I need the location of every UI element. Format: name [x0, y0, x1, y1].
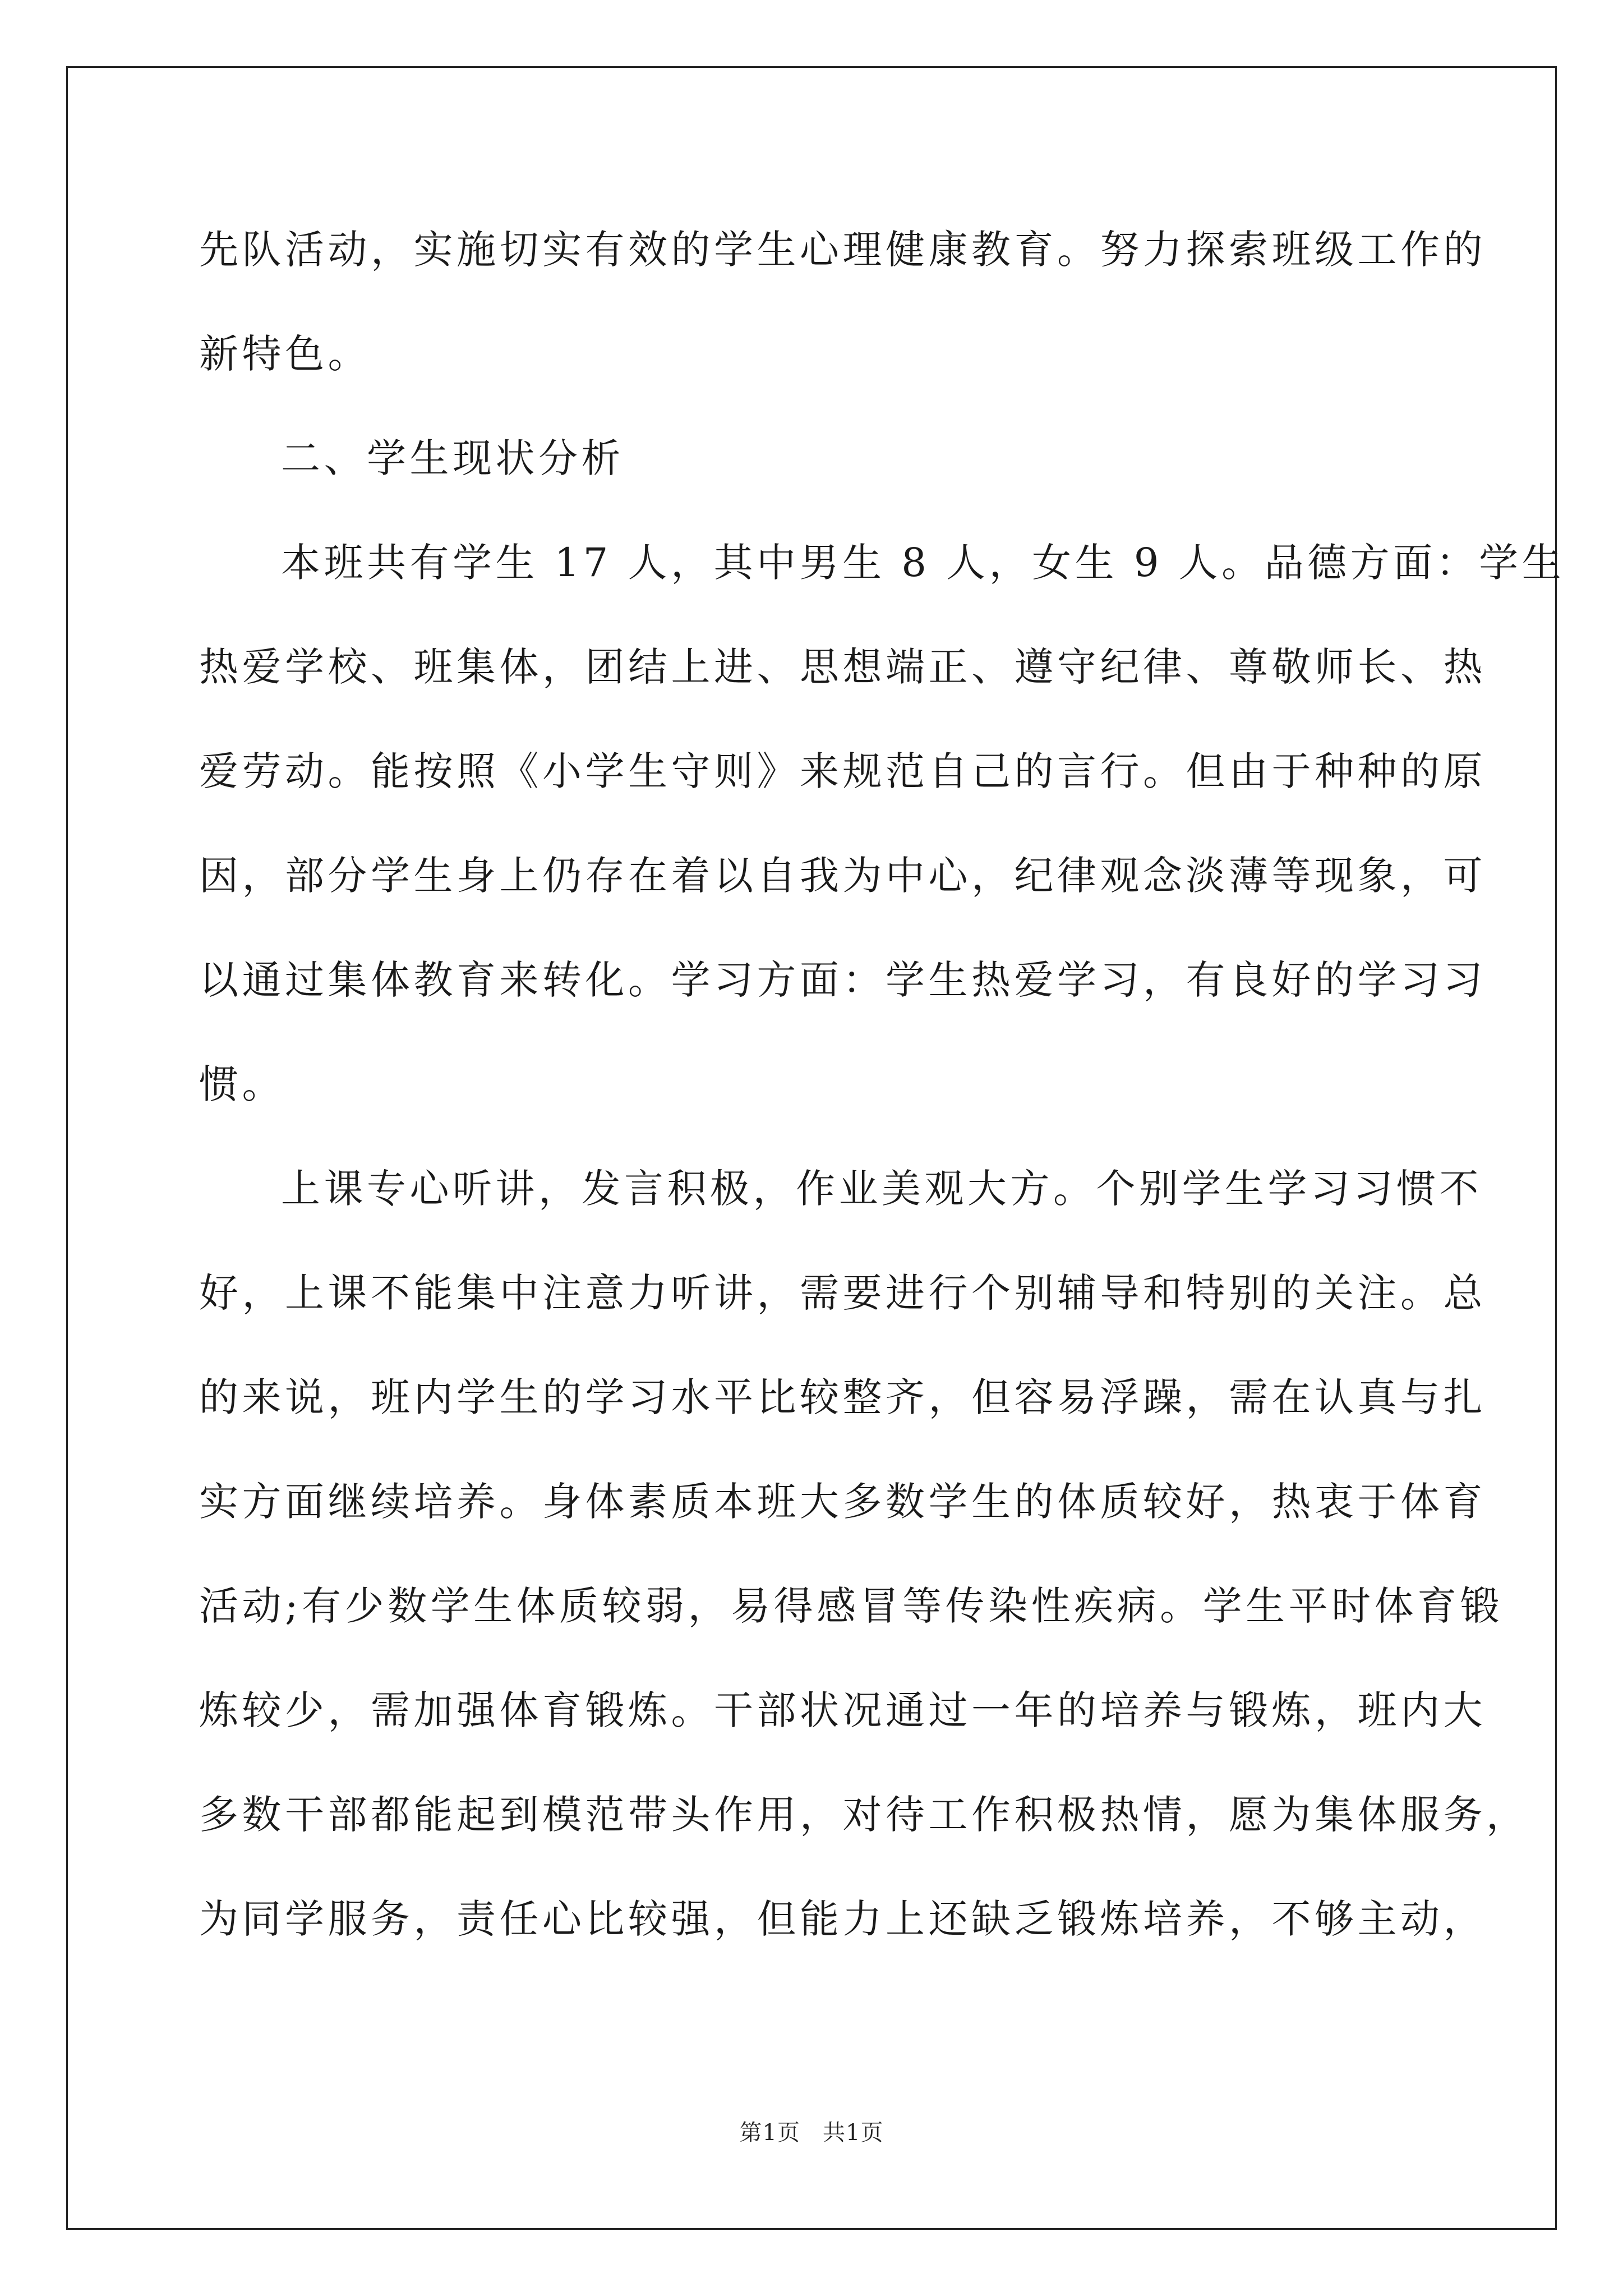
text-line: 活动;有少数学生体质较弱，易得感冒等传染性疾病。学生平时体育锻: [199, 1583, 1504, 1629]
text-line: 以通过集体教育来转化。学习方面：学生热爱学习，有良好的学习习: [199, 957, 1486, 1003]
page-footer: [0, 2115, 1623, 2147]
text-line: 好，上课不能集中注意力听讲，需要进行个别辅导和特别的关注。总: [199, 1270, 1486, 1316]
text-line: 因，部分学生身上仍存在着以自我为中心，纪律观念淡薄等现象，可: [199, 853, 1486, 899]
text-line: 的来说，班内学生的学习水平比较整齐，但容易浮躁，需在认真与扎: [199, 1374, 1486, 1420]
page-number: 第1页: [739, 2120, 800, 2146]
text-line: 爱劳动。能按照《小学生守则》来规范自己的言行。但由于种种的原: [199, 748, 1486, 794]
section-heading: 二、学生现状分析: [281, 435, 624, 481]
text-line: 为同学服务，责任心比较强，但能力上还缺乏锻炼培养，不够主动，: [199, 1896, 1486, 1942]
page-total: 共1页: [823, 2120, 884, 2146]
text-line: 先队活动，实施切实有效的学生心理健康教育。努力探索班级工作的: [199, 227, 1486, 273]
text-line: 本班共有学生 17 人，其中男生 8 人，女生 9 人。品德方面：学生: [281, 540, 1565, 586]
text-line: 热爱学校、班集体，团结上进、思想端正、遵守纪律、尊敬师长、热: [199, 644, 1486, 690]
text-line: 惯。: [199, 1061, 285, 1107]
text-line: 炼较少，需加强体育锻炼。干部状况通过一年的培养与锻炼，班内大: [199, 1687, 1486, 1733]
document-body: [199, 219, 1565, 1993]
text-line: 上课专心听讲，发言积极，作业美观大方。个别学生学习习惯不: [281, 1166, 1482, 1212]
text-line: 实方面继续培养。身体素质本班大多数学生的体质较好，热衷于体育: [199, 1479, 1486, 1525]
text-line: 多数干部都能起到模范带头作用，对待工作积极热情，愿为集体服务，: [199, 1792, 1529, 1838]
text-line: 新特色。: [199, 331, 371, 377]
